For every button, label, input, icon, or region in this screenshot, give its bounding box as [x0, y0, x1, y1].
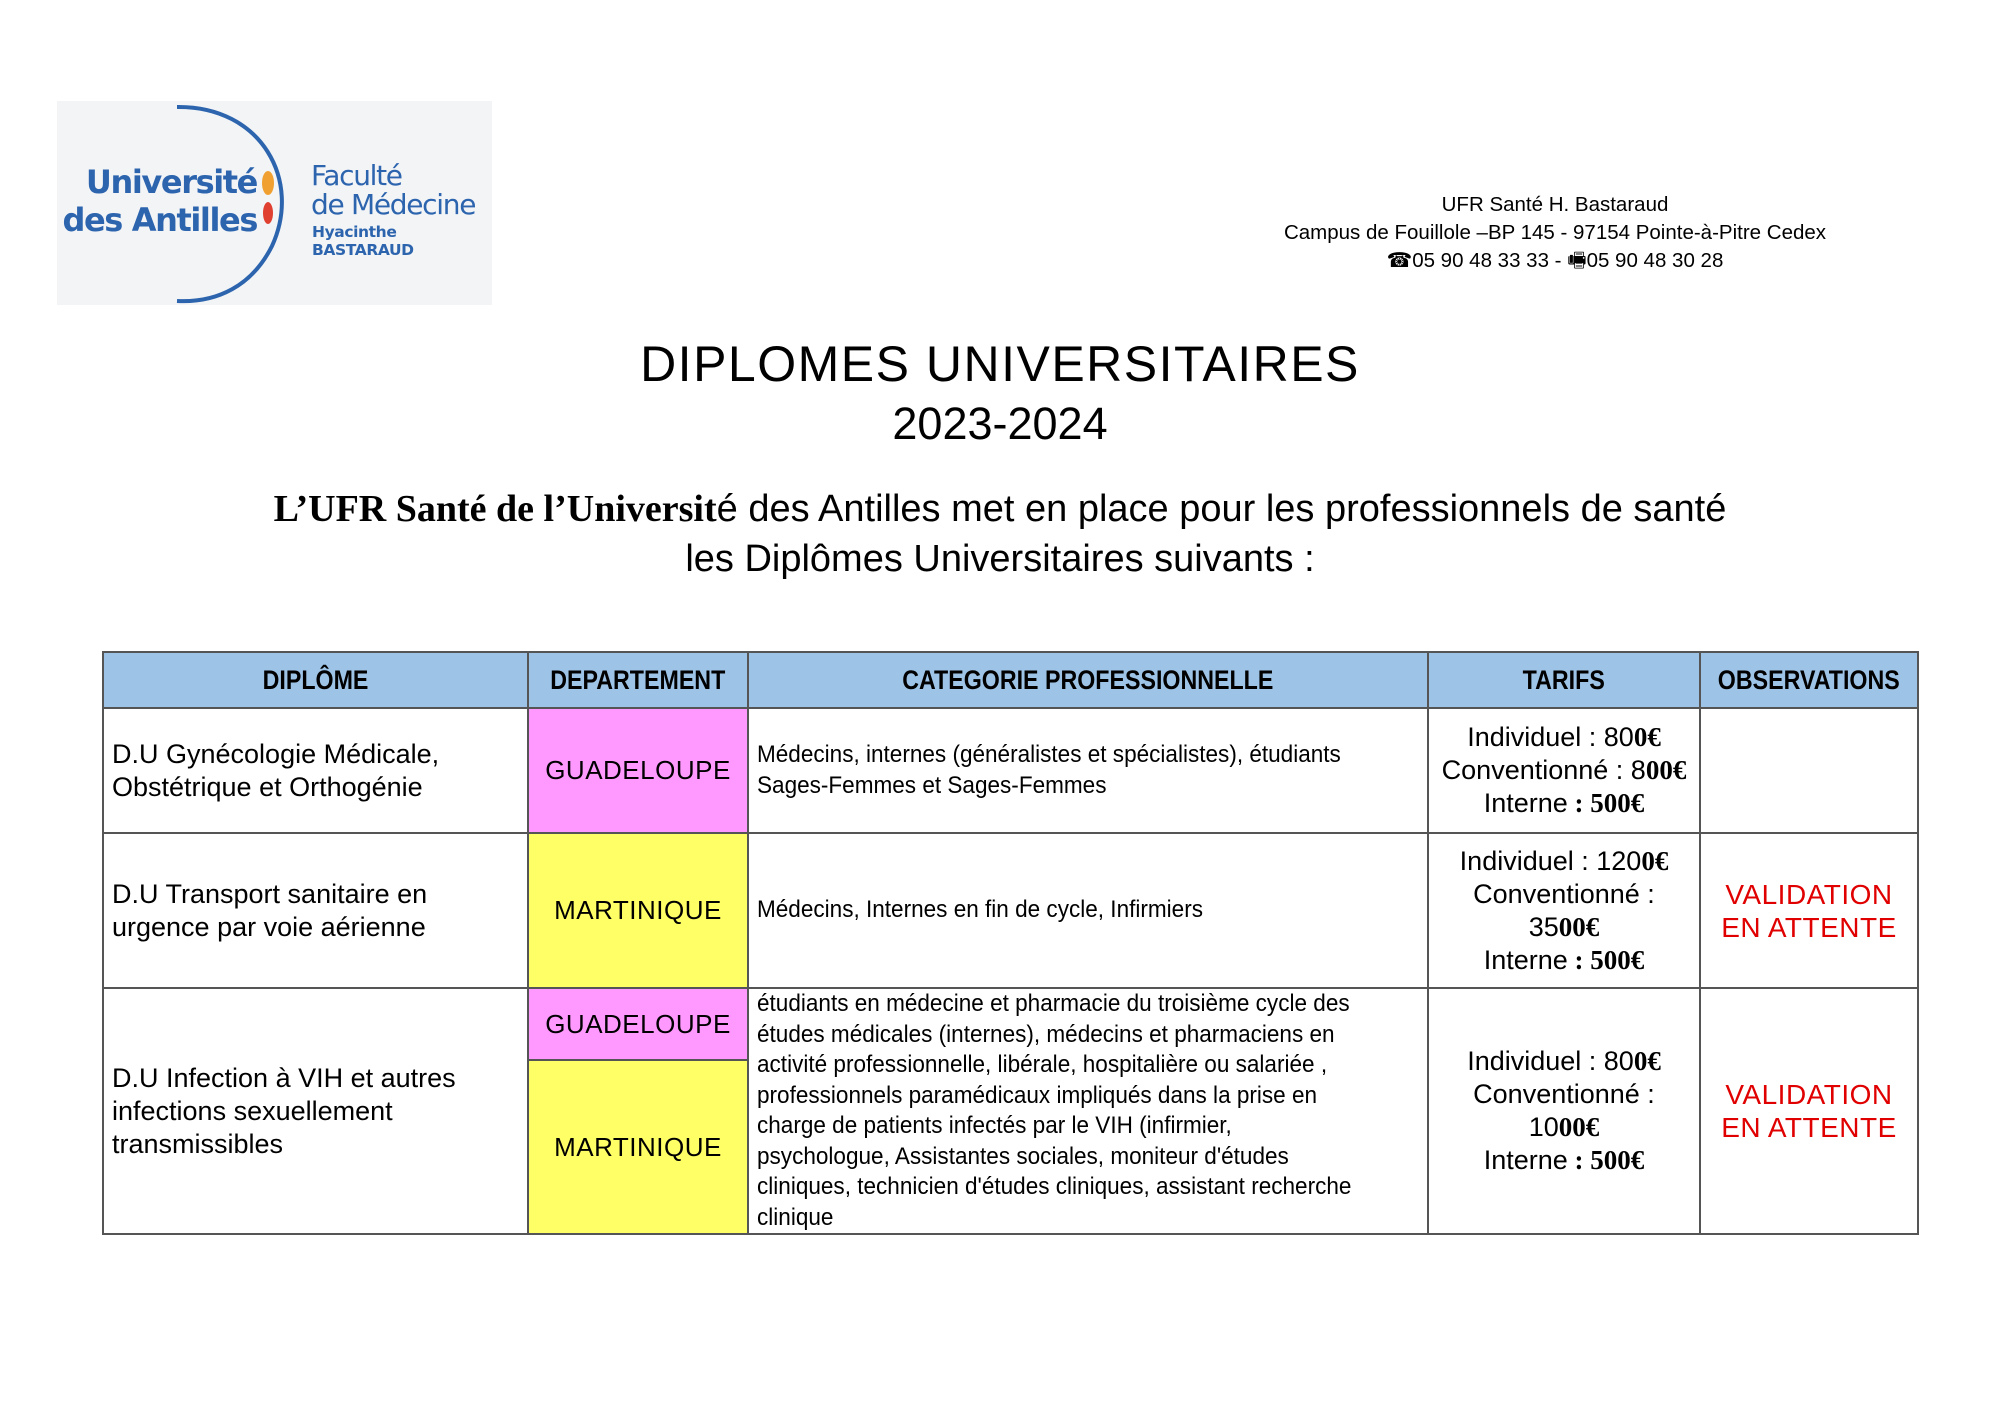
address-contact: ☎05 90 48 33 33 - 🖷05 90 48 30 28	[1386, 249, 1724, 272]
address-line1: UFR Santé H. Bastaraud	[1441, 193, 1669, 216]
phone-icon: ☎	[1386, 249, 1413, 272]
academic-year: 2023-2024	[892, 398, 1108, 449]
diplome-cell: D.U Gynécologie Médicale, Obstétrique et Orthogénie	[103, 708, 528, 833]
departement-cell: MARTINIQUE	[528, 833, 748, 988]
tarifs-cell: Individuel : 1200€ Conventionné : 3500€ Interne : 500€	[1428, 833, 1700, 988]
address-block	[1240, 191, 1870, 275]
diplome-cell: D.U Transport sanitaire en urgence par voie aérienne	[103, 833, 528, 988]
categorie-cell: Médecins, Internes en fin de cycle, Infirmiers	[748, 833, 1428, 988]
university-logo	[57, 101, 492, 305]
table-row	[103, 833, 1918, 988]
diplomas-table	[102, 651, 1919, 1235]
fax-icon: 🖷	[1567, 249, 1587, 272]
tarifs-cell: Individuel : 800€ Conventionné : 800€ Interne : 500€	[1428, 708, 1700, 833]
tarifs-cell: Individuel : 800€ Conventionné : 1000€ Interne : 500€	[1428, 988, 1700, 1234]
header-tarifs: TARIFS	[1428, 652, 1700, 708]
faculty-name: Faculté de Médecine	[311, 159, 476, 221]
departement-cell: MARTINIQUE	[528, 1060, 748, 1234]
university-name: Université des Antilles	[62, 163, 257, 239]
diplome-cell: D.U Infection à VIH et autres infections sexuellement transmissibles	[103, 988, 528, 1234]
table-header-row	[103, 652, 1918, 708]
departement-cell: GUADELOUPE	[528, 988, 748, 1060]
header-diplome: DIPLÔME	[103, 652, 528, 708]
categorie-cell: Médecins, internes (généralistes et spécialistes), étudiants Sages-Femmes et Sages-Femmes	[748, 708, 1428, 833]
table-row	[103, 988, 1918, 1060]
header-departement: DEPARTEMENT	[528, 652, 748, 708]
address-line2: Campus de Fouillole –BP 145 - 97154 Pointe-à-Pitre Cedex	[1283, 221, 1827, 244]
observations-cell	[1700, 708, 1918, 833]
table-row	[103, 708, 1918, 833]
header-observations: OBSERVATIONS	[1700, 652, 1918, 708]
phone-number: 05 90 48 33 33	[1412, 249, 1549, 272]
observations-cell: VALIDATION EN ATTENTE	[1700, 833, 1918, 988]
page-title: DIPLOMES UNIVERSITAIRES	[640, 336, 1360, 392]
faculty-subtitle: Hyacinthe BASTARAUD	[312, 223, 414, 259]
header-categorie: CATEGORIE PROFESSIONNELLE	[748, 652, 1428, 708]
intro-line2: les Diplômes Universitaires suivants :	[685, 538, 1315, 580]
departement-cell: GUADELOUPE	[528, 708, 748, 833]
fax-number: 05 90 48 30 28	[1586, 249, 1724, 272]
observations-cell: VALIDATION EN ATTENTE	[1700, 988, 1918, 1234]
categorie-cell: étudiants en médecine et pharmacie du troisième cycle des études médicales (internes), médecins et pharmaciens en activité professionnelle, libérale, hospitalière ou salariée , professionnels paramédicaux impliqués dans la prise en charge de patients infectés par le VIH (infirmier, psychologue, Assistantes sociales, moniteur d'études cliniques, technicien d'études cliniques, assistant recherche clinique	[748, 988, 1428, 1234]
intro-line1: L’UFR Santé de l’Université des Antilles met en place pour les professionnels de santé	[273, 488, 1727, 530]
